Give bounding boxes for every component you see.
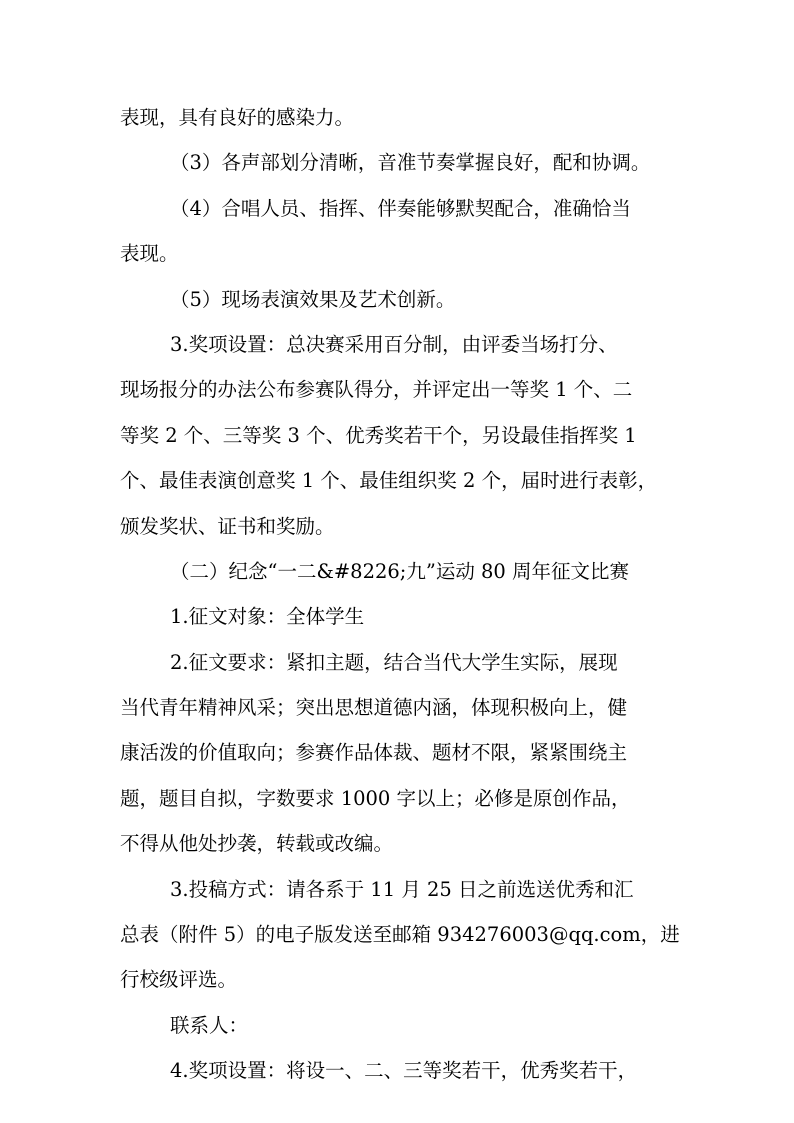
- body-line-7: 现场报分的办法公布参赛队得分，并评定出一等奖 1 个、二: [120, 378, 633, 402]
- body-line-9: 个、最佳表演创意奖 1 个、最佳组织奖 2 个，届时进行表彰，: [120, 469, 658, 493]
- body-line-10: 颁发奖状、证书和奖励。: [120, 514, 335, 538]
- body-line-1: 表现，具有良好的感染力。: [120, 106, 355, 129]
- body-line-12: 1.征文对象：全体学生: [170, 605, 365, 629]
- body-line-19: 总表（附件 5）的电子版发送至邮箱 934276003@qq.com，进: [120, 923, 680, 947]
- body-line-8: 等奖 2 个、三等奖 3 个、优秀奖若干个，另设最佳指挥奖 1: [120, 423, 637, 447]
- body-line-5: （5）现场表演效果及艺术创新。: [170, 287, 456, 311]
- body-line-20: 行校级评选。: [120, 968, 238, 992]
- body-line-18: 3.投稿方式：请各系于 11 月 25 日之前选送优秀和汇: [170, 877, 634, 901]
- document-body: [120, 95, 680, 1094]
- body-line-15: 康活泼的价值取向；参赛作品体裁、题材不限，紧紧围绕主: [120, 741, 628, 765]
- body-line-3: （4）合唱人员、指挥、伴奏能够默契配合，准确恰当: [170, 196, 631, 220]
- body-line-4: 表现。: [120, 242, 179, 266]
- body-line-14: 当代青年精神风采；突出思想道德内涵，体现积极向上，健: [120, 696, 628, 720]
- body-line-16: 题，题目自拟，字数要求 1000 字以上；必修是原创作品，: [120, 786, 631, 810]
- body-line-17: 不得从他处抄袭，转载或改编。: [120, 832, 394, 856]
- body-line-22: 4.奖项设置：将设一、二、三等奖若干，优秀奖若干，: [170, 1059, 638, 1083]
- body-line-13: 2.征文要求：紧扣主题，结合当代大学生实际，展现: [170, 650, 618, 674]
- body-line-6: 3.奖项设置：总决赛采用百分制，由评委当场打分、: [170, 332, 618, 356]
- body-line-2: （3）各声部划分清晰，音准节奏掌握良好，配和协调。: [170, 151, 651, 175]
- contact-line: 联系人：: [170, 1013, 249, 1037]
- section-heading: （二）纪念“一二&#8226;九”运动 80 周年征文比赛: [170, 559, 630, 583]
